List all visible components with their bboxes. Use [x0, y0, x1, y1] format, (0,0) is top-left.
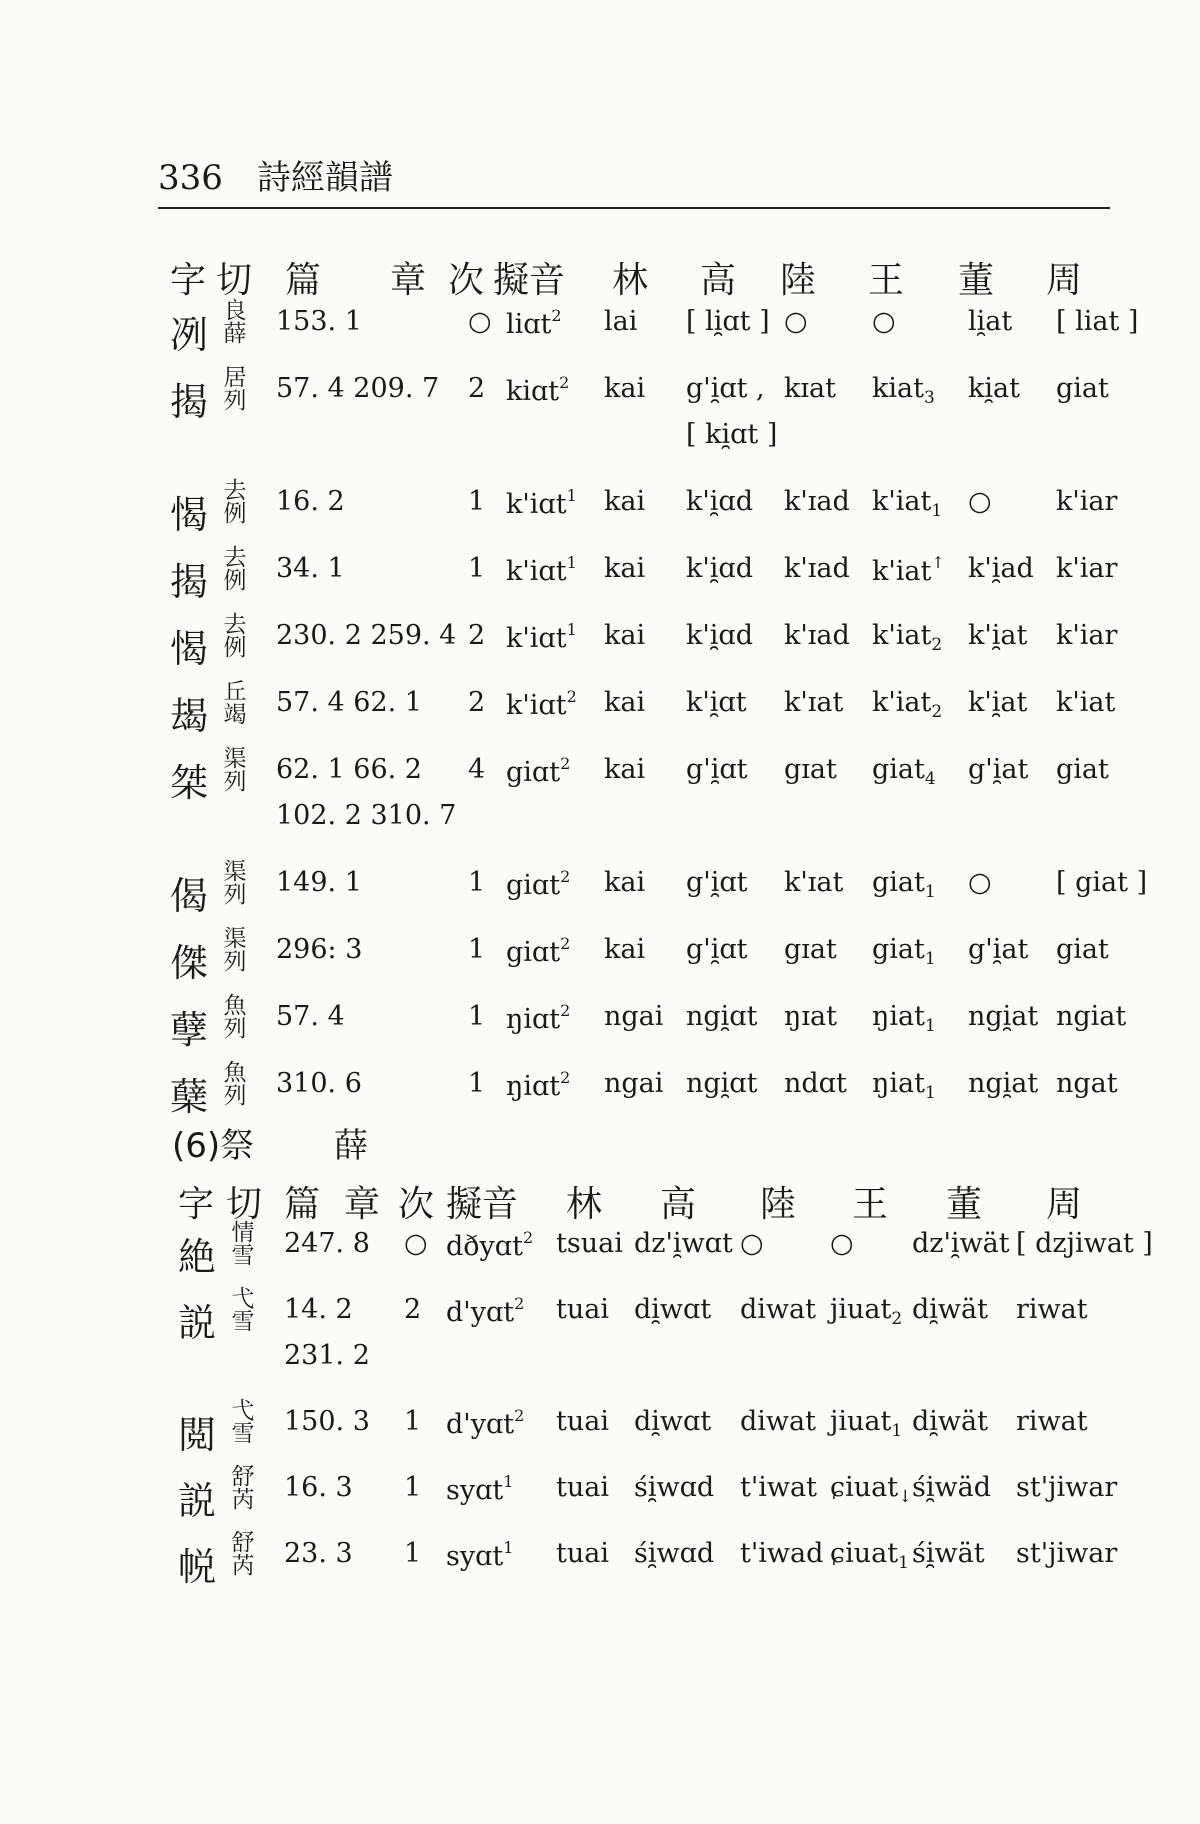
tone-number: 2 [560, 1001, 571, 1020]
reading-lin: kai [604, 687, 646, 718]
wang-tone: 1 [924, 1016, 936, 1036]
tone-number: 1 [566, 486, 577, 505]
reading-zhou: st'jiwar [1016, 1538, 1118, 1569]
reading-zhou: [ giat ] [1056, 867, 1148, 898]
entry-character: 傑 [170, 941, 209, 985]
reading-gao: di̯wɑt [634, 1406, 712, 1437]
reading-gao: śi̯wɑd [634, 1472, 715, 1503]
entry-character: 絶 [178, 1235, 217, 1279]
reconstruction: k'iɑt$^1$ [506, 620, 577, 654]
reading-lu: ○ [784, 306, 808, 337]
reading-dong: ○ [968, 867, 992, 898]
column-header-gao: 高 [660, 1184, 697, 1225]
tone-number: 2 [514, 1294, 525, 1313]
table-row [0, 1400, 1200, 1462]
reading-gao: k'i̯ɑd [686, 486, 753, 517]
poem-reference: 150. 3 [284, 1406, 370, 1437]
column-header-gao: 高 [700, 260, 737, 301]
poem-reference: 57. 4 [276, 1001, 345, 1032]
poem-reference: 149. 1 [276, 867, 362, 898]
entry-character: 説 [178, 1301, 217, 1345]
poem-reference: 296: 3 [276, 934, 363, 965]
column-header-ci: 次 [398, 1184, 435, 1225]
fanqie-spelling: 去例 [223, 612, 247, 661]
occurrence-count: 4 [468, 754, 486, 785]
column-header-wang: 王 [852, 1184, 889, 1225]
poem-reference: 310. 6 [276, 1068, 362, 1099]
fanqie-spelling: 舒芮 [231, 1464, 255, 1513]
reading-dong: ngi̯at [968, 1068, 1039, 1099]
occurrence-count: 2 [468, 620, 486, 651]
reading-zhou: k'iar [1056, 553, 1118, 584]
column-header-zhou: 周 [1046, 260, 1083, 301]
reading-dong: k'i̯at [968, 620, 1028, 651]
poem-reference: 34. 1 [276, 553, 345, 584]
reading-gao: ngi̯ɑt [686, 1068, 758, 1099]
column-header-zhou: 周 [1046, 1184, 1083, 1225]
reading-lin: lai [604, 306, 638, 337]
reading-lu: gɪat [784, 754, 837, 785]
reading-lu: k'ɪat [784, 687, 844, 718]
occurrence-count: 1 [404, 1472, 422, 1503]
reading-wang: jiuat$_1$ [830, 1406, 903, 1441]
entry-character: 冽 [170, 313, 209, 357]
reading-wang: k'iat$_2$ [872, 687, 943, 722]
occurrence-count: 1 [468, 1001, 486, 1032]
reading-wang: ɕiuat$_1$ [830, 1538, 909, 1573]
reading-gao: g'i̯ɑt , [686, 373, 765, 404]
reading-dong: k'i̯ad [968, 553, 1034, 584]
table-row [0, 367, 1200, 429]
reading-lin: tuai [556, 1294, 609, 1325]
table-row [0, 1062, 1200, 1124]
reading-zhou: ngiat [1056, 1001, 1127, 1032]
poem-reference-continued: 231. 2 [284, 1340, 370, 1371]
entry-character: 偈 [170, 874, 209, 918]
tone-number: 2 [566, 687, 577, 706]
column-header-lin: 林 [612, 260, 649, 301]
reading-wang: k'iat$_1$ [872, 486, 943, 521]
reading-lin: kai [604, 486, 646, 517]
reading-gao: [ li̯ɑt ] [686, 306, 770, 337]
wang-tone: 1 [931, 501, 943, 521]
fanqie-spelling: 去例 [223, 545, 247, 594]
column-header-niyin: 擬音 [446, 1184, 519, 1225]
reconstruction: giɑt$^2$ [506, 934, 571, 968]
wang-tone: 1 [924, 882, 936, 902]
reading-zhou: k'iar [1056, 486, 1118, 517]
column-header-wang: 王 [868, 260, 905, 301]
column-header-lin: 林 [566, 1184, 603, 1225]
reading-zhou: giat [1056, 934, 1109, 965]
poem-reference: 23. 3 [284, 1538, 353, 1569]
reconstruction: k'iɑt$^1$ [506, 486, 577, 520]
reading-gao: k'i̯ɑd [686, 620, 753, 651]
poem-reference: 14. 2 [284, 1294, 353, 1325]
poem-reference: 16. 3 [284, 1472, 353, 1503]
column-header-ci: 次 [448, 260, 485, 301]
reading-lu: t'iwat [740, 1472, 817, 1503]
fanqie-spelling: 渠列 [223, 746, 247, 795]
reading-dong: ki̯at [968, 373, 1020, 404]
tone-number: 1 [503, 1472, 514, 1491]
tone-number: 1 [566, 553, 577, 572]
reconstruction: syɑt$^1$ [446, 1472, 514, 1506]
table-row [0, 480, 1200, 542]
occurrence-count: 1 [404, 1538, 422, 1569]
reading-wang: giat$_1$ [872, 934, 936, 969]
reconstruction: ŋiɑt$^2$ [506, 1068, 571, 1102]
reading-wang: kiat$_3$ [872, 373, 935, 408]
reading-zhou: giat [1056, 754, 1109, 785]
wang-tone: ↓ [898, 1487, 913, 1507]
fanqie-spelling: 魚列 [223, 1060, 247, 1109]
tone-number: 2 [514, 1406, 525, 1425]
entry-character: 揭 [170, 560, 209, 604]
reading-gao: k'i̯ɑd [686, 553, 753, 584]
column-header-zhang: 章 [344, 1184, 381, 1225]
table-row [0, 995, 1200, 1057]
occurrence-count: 1 [404, 1406, 422, 1437]
fanqie-spelling: 居列 [223, 365, 247, 414]
reading-lu: ndɑt [784, 1068, 847, 1099]
reading-dong: li̯at [968, 306, 1013, 337]
reading-zhou: giat [1056, 373, 1109, 404]
reading-lu: k'ɪad [784, 486, 850, 517]
header-rule [158, 207, 1110, 209]
reading-zhou: [ dzjiwat ] [1016, 1228, 1153, 1259]
wang-tone: 3 [923, 388, 935, 408]
reading-dong: dz'i̯wät [912, 1228, 1010, 1259]
reconstruction: ŋiɑt$^2$ [506, 1001, 571, 1035]
occurrence-count: 1 [468, 934, 486, 965]
tone-number: 2 [560, 934, 571, 953]
occurrence-count: 2 [468, 373, 486, 404]
reading-wang: ○ [830, 1228, 854, 1259]
reading-wang: ŋiat$_1$ [872, 1068, 936, 1103]
fanqie-spelling: 魚列 [223, 993, 247, 1042]
poem-reference-continued: 102. 2 310. 7 [276, 800, 457, 831]
column-header-pian: 篇 [284, 1184, 321, 1225]
column-header-fanqie: 切 [226, 1184, 263, 1225]
tone-number: 2 [522, 1228, 534, 1247]
reading-lin: kai [604, 553, 646, 584]
occurrence-count: 1 [468, 486, 486, 517]
entry-character: 蘖 [170, 1075, 209, 1119]
reconstruction: k'iɑt$^1$ [506, 553, 577, 587]
reading-zhou: ngat [1056, 1068, 1118, 1099]
tone-number: 2 [560, 1068, 571, 1087]
column-header-lu: 陸 [760, 1184, 797, 1225]
reading-gao: g'i̯ɑt [686, 867, 748, 898]
reading-wang: ○ [872, 306, 896, 337]
column-header-zhang: 章 [390, 260, 427, 301]
reading-lu: t'iwad [740, 1538, 824, 1569]
reading-dong: di̯wät [912, 1406, 988, 1437]
section-6-rhyme: 薛 [334, 1126, 369, 1166]
reading-lu: diwat [740, 1294, 816, 1325]
reading-dong: k'i̯at [968, 687, 1028, 718]
reading-lu: diwat [740, 1406, 816, 1437]
poem-reference: 57. 4 209. 7 [276, 373, 440, 404]
table-row [0, 1466, 1200, 1528]
entry-character: 孽 [170, 1008, 209, 1052]
reading-gao: g'i̯ɑt [686, 934, 748, 965]
reading-wang: ɕiuat$_↓$ [830, 1472, 913, 1507]
occurrence-count: 1 [468, 553, 486, 584]
reading-lu: kɪat [784, 373, 836, 404]
column-header-niyin: 擬音 [493, 260, 566, 301]
column-header-row [0, 252, 1200, 302]
column-header-char: 字 [178, 1184, 215, 1225]
poem-reference: 57. 4 62. 1 [276, 687, 422, 718]
wang-tone: 1 [898, 1553, 909, 1573]
reading-gao: g'i̯ɑt [686, 754, 748, 785]
tone-number: 2 [560, 867, 571, 886]
reconstruction: liɑt$^2$ [506, 306, 562, 340]
reading-lin: tuai [556, 1406, 609, 1437]
table-row [0, 1532, 1200, 1594]
reading-dong: ngi̯at [968, 1001, 1039, 1032]
reading-wang: k'iat↑ [872, 553, 945, 587]
reading-lu: ○ [740, 1228, 764, 1259]
reading-lin: kai [604, 373, 646, 404]
reconstruction: giɑt$^2$ [506, 867, 571, 901]
fanqie-spelling: 情雪 [231, 1220, 255, 1269]
wang-tone: 2 [931, 702, 943, 722]
tone-number: 2 [560, 754, 571, 773]
table-row [0, 1222, 1200, 1284]
poem-reference: 16. 2 [276, 486, 345, 517]
occurrence-count: ○ [404, 1228, 428, 1259]
reading-lin: kai [604, 867, 646, 898]
reading-lu: k'ɪad [784, 553, 850, 584]
reading-zhou: riwat [1016, 1406, 1088, 1437]
reading-wang: giat$_4$ [872, 754, 936, 789]
reading-dong: di̯wät [912, 1294, 988, 1325]
reading-wang: k'iat$_2$ [872, 620, 943, 655]
wang-tone: 1 [891, 1421, 903, 1441]
reading-gao: di̯wɑt [634, 1294, 712, 1325]
poem-reference: 153. 1 [276, 306, 362, 337]
reading-dong: ○ [968, 486, 992, 517]
fanqie-spelling: 渠列 [223, 926, 247, 975]
reading-dong: śi̯wäd [912, 1472, 991, 1503]
reading-lu: k'ɪad [784, 620, 850, 651]
fanqie-spelling: 去例 [223, 478, 247, 527]
reading-wang: jiuat$_2$ [830, 1294, 903, 1329]
occurrence-count: 2 [468, 687, 486, 718]
poem-reference: 62. 1 66. 2 [276, 754, 422, 785]
reconstruction: k'iɑt$^2$ [506, 687, 577, 721]
column-header-row [0, 1176, 1200, 1226]
reading-gao: śi̯wɑd [634, 1538, 715, 1569]
reading-lin: tuai [556, 1472, 609, 1503]
wang-tone: 4 [924, 769, 936, 789]
entry-character: 桀 [170, 761, 209, 805]
wang-tone: 2 [931, 635, 943, 655]
entry-character: 愒 [170, 627, 209, 671]
reconstruction: kiɑt$^2$ [506, 373, 570, 407]
entry-character: 帨 [178, 1545, 217, 1589]
table-row [0, 1288, 1200, 1350]
table-row [0, 861, 1200, 923]
entry-character: 揭 [170, 380, 209, 424]
entry-character: 説 [178, 1479, 217, 1523]
reading-lu: k'ɪat [784, 867, 844, 898]
tone-number: 1 [566, 620, 577, 639]
wang-mark: ↑ [931, 553, 945, 572]
tone-number: 2 [559, 373, 570, 392]
book-title: 詩經韻譜 [256, 158, 393, 198]
table-row [0, 681, 1200, 743]
entry-character: 愒 [170, 493, 209, 537]
reading-wang: giat$_1$ [872, 867, 936, 902]
fanqie-spelling: 弋雪 [231, 1398, 255, 1447]
wang-tone: 1 [924, 1083, 936, 1103]
occurrence-count: ○ [468, 306, 492, 337]
fanqie-spelling: 弋雪 [231, 1286, 255, 1335]
reading-lu: gɪat [784, 934, 837, 965]
reading-zhou: riwat [1016, 1294, 1088, 1325]
fanqie-spelling: 丘竭 [223, 679, 247, 728]
column-header-lu: 陸 [780, 260, 817, 301]
reconstruction: syɑt$^1$ [446, 1538, 514, 1572]
page-header [158, 150, 393, 199]
reading-lin: tuai [556, 1538, 609, 1569]
reconstruction: giɑt$^2$ [506, 754, 571, 788]
reading-gao: ngi̯ɑt [686, 1001, 758, 1032]
tone-number: 2 [551, 306, 562, 325]
reading-zhou: k'iar [1056, 620, 1118, 651]
reading-gao: k'i̯ɑt [686, 687, 747, 718]
reconstruction: d'yɑt$^2$ [446, 1406, 525, 1440]
wang-tone: 1 [924, 949, 936, 969]
reading-dong: śi̯wät [912, 1538, 985, 1569]
fanqie-spelling: 良薛 [223, 298, 247, 347]
poem-reference: 230. 2 259. 4 [276, 620, 457, 651]
table-row [0, 300, 1200, 362]
section-6-title [172, 1118, 368, 1167]
reading-lin: tsuai [556, 1228, 623, 1259]
entry-character: 閲 [178, 1413, 217, 1457]
column-header-char: 字 [170, 260, 207, 301]
entry-character: 朅 [170, 694, 209, 738]
reading-lin: kai [604, 620, 646, 651]
reading-dong: g'i̯at [968, 754, 1029, 785]
reading-lin: ngai [604, 1001, 664, 1032]
table-row [0, 748, 1200, 810]
reading-dong: g'i̯at [968, 934, 1029, 965]
reading-wang: ŋiat$_1$ [872, 1001, 936, 1036]
poem-reference: 247. 8 [284, 1228, 370, 1259]
fanqie-spelling: 舒芮 [231, 1530, 255, 1579]
reading-lin: kai [604, 934, 646, 965]
table-row [0, 928, 1200, 990]
section-6-label: (6)祭 [172, 1126, 255, 1166]
reading-zhou: k'iat [1056, 687, 1116, 718]
column-header-pian: 篇 [285, 260, 322, 301]
occurrence-count: 1 [468, 1068, 486, 1099]
wang-tone: 2 [891, 1309, 903, 1329]
reading-gao-continued: [ ki̯ɑt ] [686, 419, 778, 450]
reading-gao: dz'i̯wɑt [634, 1228, 733, 1259]
reading-lin: kai [604, 754, 646, 785]
reconstruction: dðyɑt$^2$ [446, 1228, 534, 1262]
fanqie-spelling: 渠列 [223, 859, 247, 908]
page-number: 336 [158, 158, 223, 198]
occurrence-count: 2 [404, 1294, 422, 1325]
reading-zhou: st'jiwar [1016, 1472, 1118, 1503]
occurrence-count: 1 [468, 867, 486, 898]
reading-lu: ŋɪat [784, 1001, 837, 1032]
reconstruction: d'yɑt$^2$ [446, 1294, 525, 1328]
column-header-fanqie: 切 [216, 260, 253, 301]
reading-zhou: [ liat ] [1056, 306, 1139, 337]
tone-number: 1 [503, 1538, 514, 1557]
table-row [0, 614, 1200, 676]
column-header-dong: 董 [946, 1184, 983, 1225]
column-header-dong: 董 [958, 260, 995, 301]
table-row [0, 547, 1200, 609]
reading-lin: ngai [604, 1068, 664, 1099]
